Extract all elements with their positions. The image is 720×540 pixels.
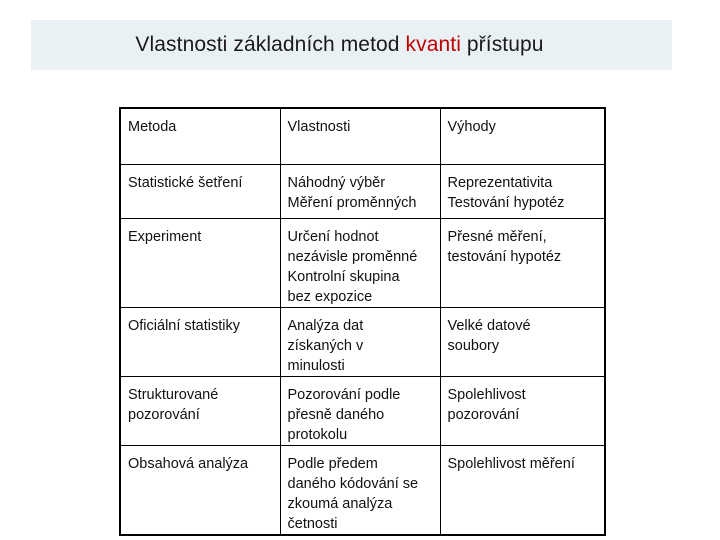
- method-cell: [120, 307, 280, 376]
- advantages-cell: [440, 218, 605, 307]
- method-text: Strukturované pozorování: [128, 386, 219, 423]
- method-text: Experiment: [128, 228, 202, 245]
- property-text: Analýza dat získaných v minulosti: [287, 317, 364, 374]
- header-advantages: Výhody: [440, 108, 605, 164]
- header-properties: Vlastnosti: [280, 108, 440, 164]
- advantage-text: Přesné měření, testování hypotéz: [447, 228, 562, 265]
- method-text: Oficiální statistiky: [128, 317, 240, 334]
- properties-cell: [280, 307, 440, 376]
- advantage-text: Spolehlivost pozorování: [447, 386, 526, 423]
- title-part-1: Vlastnosti základních metod: [135, 33, 406, 56]
- advantages-cell: [440, 445, 605, 535]
- title-band: [31, 20, 672, 70]
- advantages-cell: [440, 307, 605, 376]
- advantage-text: Reprezentativita: [447, 174, 553, 191]
- method-text: Obsahová analýza: [128, 455, 249, 472]
- method-text: Statistické šetření: [128, 174, 243, 191]
- method-cell: [120, 445, 280, 535]
- advantages-cell: [440, 164, 605, 218]
- table-row: [120, 445, 605, 535]
- property-text: Podle předem daného kódování se zkoumá analýza četnosti: [287, 455, 419, 532]
- property-text: Určení hodnot nezávisle proměnné: [287, 228, 418, 265]
- table-row: [120, 307, 605, 376]
- advantage-text: Velké datové soubory: [447, 317, 531, 354]
- property-text: Náhodný výběr: [287, 174, 386, 191]
- properties-cell: [280, 164, 440, 218]
- properties-cell: [280, 218, 440, 307]
- table-header-row: [120, 108, 605, 164]
- method-cell: [120, 218, 280, 307]
- property-text: Měření proměnných: [287, 194, 417, 211]
- title-accent: kvanti: [405, 33, 461, 56]
- slide-title: [135, 33, 543, 57]
- property-text: Kontrolní skupina bez expozice: [287, 268, 400, 305]
- property-text: Pozorování podle přesně daného protokolu: [287, 386, 401, 443]
- table-row: [120, 376, 605, 445]
- advantage-text: Testování hypotéz: [447, 194, 565, 211]
- advantages-cell: [440, 376, 605, 445]
- advantage-text: Spolehlivost měření: [447, 455, 575, 472]
- properties-cell: [280, 445, 440, 535]
- table-row: [120, 164, 605, 218]
- table-row: [120, 218, 605, 307]
- title-part-2: přístupu: [460, 33, 544, 56]
- methods-table: [119, 107, 606, 536]
- header-method: Metoda: [120, 108, 280, 164]
- properties-cell: [280, 376, 440, 445]
- method-cell: [120, 164, 280, 218]
- method-cell: [120, 376, 280, 445]
